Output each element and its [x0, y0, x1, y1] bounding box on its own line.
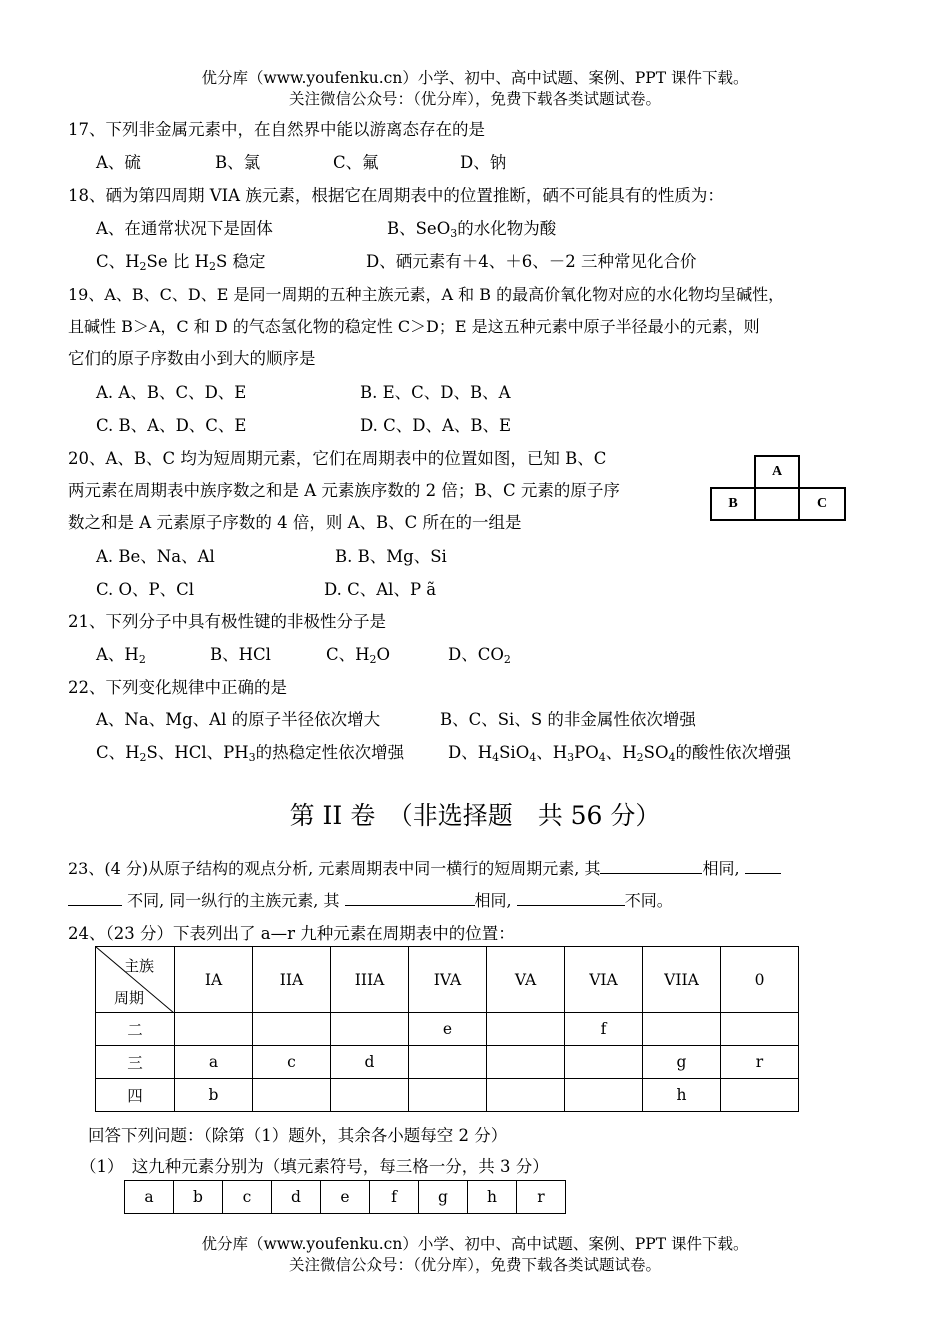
answer-label-cell: e	[321, 1181, 370, 1214]
answer-label-cell: r	[517, 1181, 566, 1214]
q24-sub1-stem: （1） 这九种元素分别为（填元素符号，每三格一分，共 3 分）	[80, 1157, 549, 1176]
page-header-line1: 优分库（www.youfenku.cn）小学、初中、高中试题、案例、PPT 课件下载。	[201, 69, 749, 87]
q20-diagram-box-c: C	[798, 487, 846, 521]
q19-line1: 19、A、B、C、D、E 是同一周期的五种主族元素，A 和 B 的最高价氧化物对应的水化物均呈碱性，	[68, 285, 785, 304]
answer-label-cell: d	[272, 1181, 321, 1214]
element-cell: g	[643, 1046, 721, 1079]
q21-option-c: C、$H_2O$	[326, 645, 391, 666]
q21-option-a: A、$H_2$	[96, 645, 146, 666]
section-2-title: 第 II 卷 （非选择题 共 56 分）	[289, 801, 661, 830]
q20-line3: 数之和是 A 元素原子序数的 4 倍，则 A、B、C 所在的一组是	[68, 513, 522, 532]
q19-line3: 它们的原子序数由小到大的顺序是	[68, 349, 316, 368]
q23-blank-2a[interactable]	[745, 857, 781, 874]
element-cell: c	[253, 1046, 331, 1079]
periodic-table	[95, 946, 799, 1112]
q21-stem: 21、下列分子中具有极性键的非极性分子是	[68, 612, 386, 631]
element-cell	[487, 1046, 565, 1079]
page-header-line2: 关注微信公众号：（优分库），免费下载各类试题试卷。	[288, 90, 661, 108]
element-cell	[409, 1046, 487, 1079]
q24-answer-intro: 回答下列问题：（除第（1）题外，其余各小题每空 2 分）	[88, 1126, 508, 1145]
table-row	[96, 1013, 799, 1046]
element-cell	[253, 1079, 331, 1112]
answer-label-cell: f	[370, 1181, 419, 1214]
answer-label-cell: g	[419, 1181, 468, 1214]
group-header: IVA	[409, 947, 487, 1013]
element-cell	[331, 1013, 409, 1046]
element-cell: b	[175, 1079, 253, 1112]
element-cell: r	[721, 1046, 799, 1079]
table-row	[125, 1181, 566, 1214]
q21-option-b: B、HCl	[210, 645, 271, 664]
group-header: IIIA	[331, 947, 409, 1013]
answer-label-cell: a	[125, 1181, 174, 1214]
element-cell	[175, 1013, 253, 1046]
q22-option-d: D、$H_4SiO_4$、$H_3PO_4$、$H_2SO_4$的酸性依次增强	[448, 743, 791, 764]
group-header: 0	[721, 947, 799, 1013]
element-cell	[487, 1013, 565, 1046]
element-cell	[331, 1079, 409, 1112]
q19-option-b: B. E、C、D、B、A	[360, 383, 511, 402]
q17-stem: 17、下列非金属元素中，在自然界中能以游离态存在的是	[68, 120, 485, 139]
q20-diagram-box-b: B	[710, 487, 756, 521]
q18-option-b: B、SeO$_3$的水化物为酸	[387, 219, 557, 240]
q18-stem: 18、硒为第四周期 VIA 族元素，根据它在周期表中的位置推断，硒不可能具有的性质为：	[68, 186, 724, 205]
q17-option-b: B、氯	[215, 153, 261, 172]
q23-blank-4[interactable]	[517, 889, 625, 906]
element-cell	[721, 1013, 799, 1046]
period-label: 三	[96, 1046, 175, 1079]
q20-option-a: A. Be、Na、Al	[96, 547, 215, 566]
q20-line1: 20、A、B、C 均为短周期元素，它们在周期表中的位置如图，已知 B、C	[68, 449, 607, 468]
q17-option-d: D、钠	[460, 153, 507, 172]
group-header: IA	[175, 947, 253, 1013]
q19-line2: 且碱性 B＞A，C 和 D 的气态氢化物的稳定性 C＞D；E 是这五种元素中原子半径最小的元素，则	[68, 317, 760, 336]
q20-diagram-box-empty	[754, 487, 800, 521]
corner-label-period: 周期	[114, 989, 145, 1007]
q23-blank-3[interactable]	[345, 889, 475, 906]
q19-option-a: A. A、B、C、D、E	[96, 383, 247, 402]
q23-line2: 不同, 同一纵行的主族元素, 其 相同, 不同。	[68, 889, 673, 913]
q23-blank-2b[interactable]	[68, 889, 122, 906]
q22-option-b: B、C、Si、S 的非金属性依次增强	[440, 710, 696, 729]
q20-option-c: C. O、P、Cl	[96, 580, 195, 599]
period-label: 四	[96, 1079, 175, 1112]
q19-option-c: C. B、A、D、C、E	[96, 416, 247, 435]
table-corner-cell	[96, 947, 175, 1013]
q17-option-a: A、硫	[96, 153, 141, 172]
q24-stem: 24、（23 分）下表列出了 a—r 九种元素在周期表中的位置：	[68, 924, 515, 943]
answer-table	[124, 1180, 566, 1214]
element-cell	[487, 1079, 565, 1112]
group-header: IIA	[253, 947, 331, 1013]
q19-option-d: D. C、D、A、B、E	[360, 416, 512, 435]
group-header: VIIA	[643, 947, 721, 1013]
element-cell	[409, 1079, 487, 1112]
page-footer-line2: 关注微信公众号：（优分库），免费下载各类试题试卷。	[288, 1256, 661, 1274]
answer-label-cell: b	[174, 1181, 223, 1214]
answer-label-cell: h	[468, 1181, 517, 1214]
table-row	[96, 1046, 799, 1079]
q22-option-a: A、Na、Mg、Al 的原子半径依次增大	[96, 710, 381, 729]
element-cell: e	[409, 1013, 487, 1046]
q22-stem: 22、下列变化规律中正确的是	[68, 678, 287, 697]
q23-line1: 23、(4 分)从原子结构的观点分析, 元素周期表中同一横行的短周期元素, 其 相同,	[68, 857, 781, 881]
corner-label-group: 主族	[124, 957, 155, 975]
element-cell: h	[643, 1079, 721, 1112]
q21-option-d: D、$CO_2$	[448, 645, 511, 666]
element-cell: f	[565, 1013, 643, 1046]
q18-option-d: D、硒元素有＋4、＋6、－2 三种常见化合价	[366, 252, 697, 271]
q20-option-d: D. C、Al、P ã	[324, 580, 437, 599]
q20-option-b: B. B、Mg、Si	[335, 547, 447, 566]
q18-option-a: A、在通常状况下是固体	[96, 219, 273, 238]
q20-diagram-box-a: A	[754, 455, 800, 489]
q20-diagram	[710, 455, 850, 521]
element-cell	[643, 1013, 721, 1046]
table-row	[96, 1079, 799, 1112]
q20-line2: 两元素在周期表中族序数之和是 A 元素族序数的 2 倍；B、C 元素的原子序	[68, 481, 620, 500]
answer-label-cell: c	[223, 1181, 272, 1214]
element-cell	[253, 1013, 331, 1046]
period-label: 二	[96, 1013, 175, 1046]
element-cell: a	[175, 1046, 253, 1079]
element-cell: d	[331, 1046, 409, 1079]
q17-option-c: C、氟	[333, 153, 379, 172]
element-cell	[565, 1046, 643, 1079]
q23-blank-1[interactable]	[600, 857, 702, 874]
element-cell	[565, 1079, 643, 1112]
element-cell	[721, 1079, 799, 1112]
group-header: VA	[487, 947, 565, 1013]
group-header: VIA	[565, 947, 643, 1013]
q22-option-c: C、$H_2S$、HCl、$PH_3$的热稳定性依次增强	[96, 743, 405, 764]
page-footer-line1: 优分库（www.youfenku.cn）小学、初中、高中试题、案例、PPT 课件下载。	[201, 1235, 749, 1253]
q18-option-c: C、$H_2Se$ 比 $H_2S$ 稳定	[96, 252, 266, 273]
